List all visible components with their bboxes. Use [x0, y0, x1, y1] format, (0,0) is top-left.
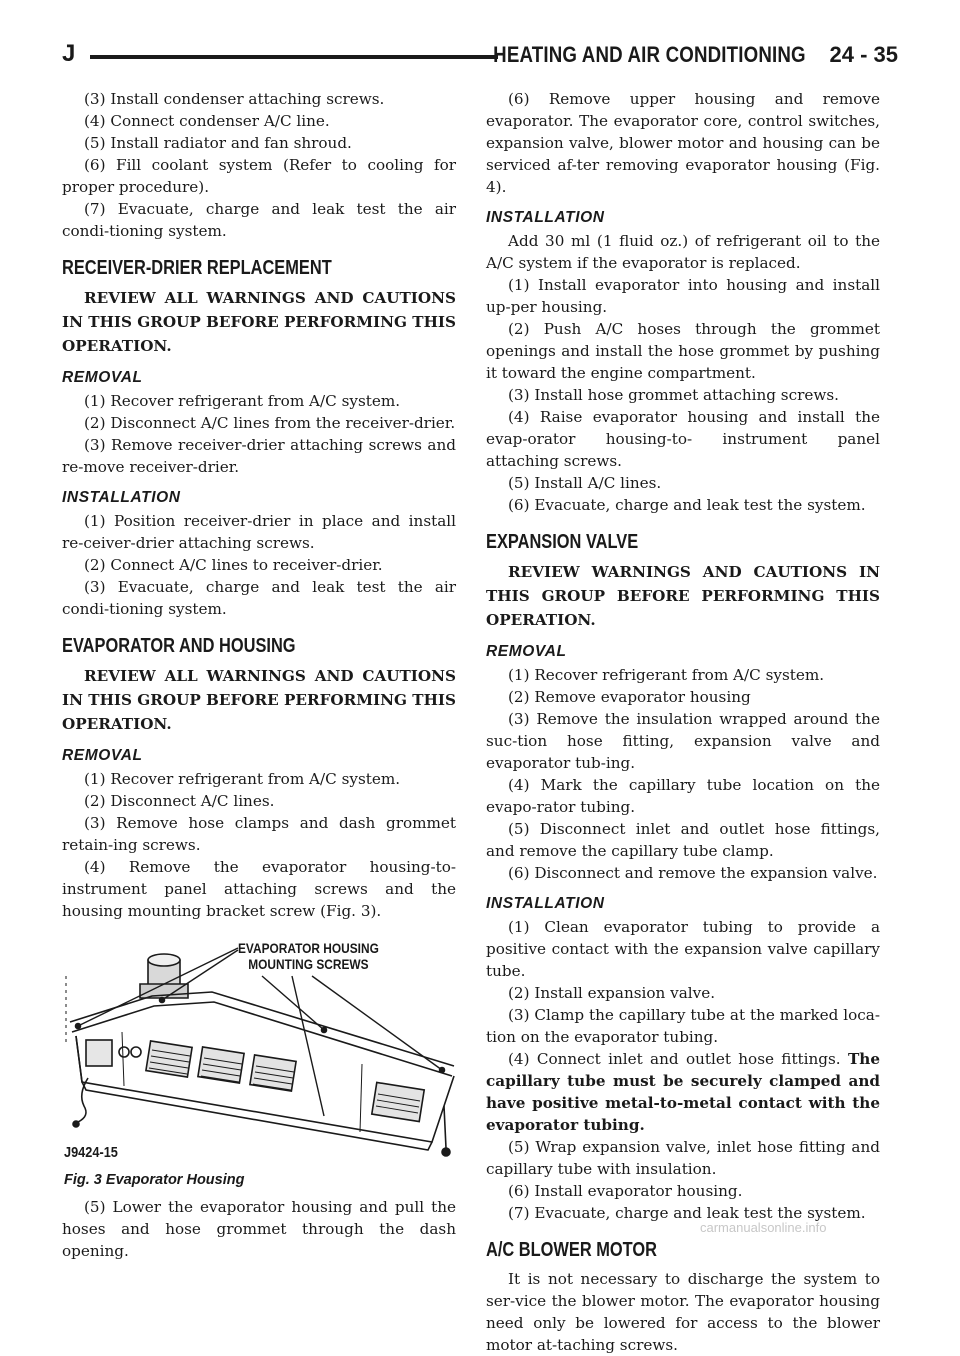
step-text: (3) Clamp the capillary tube at the marked loca-tion on the evaporator tubing. [486, 1006, 880, 1046]
step-text: (7) Evacuate, charge and leak test the air condi-tioning system. [62, 200, 456, 240]
step-text: (6) Install evaporator housing. [508, 1182, 743, 1200]
step-text: (7) Evacuate, charge and leak test the system. [508, 1204, 866, 1222]
step-text: (4) Connect condenser A/C line. [84, 112, 330, 130]
figure-callout [238, 940, 379, 972]
step-text: (2) Remove evaporator housing [508, 688, 751, 706]
step-text: Add 30 ml (1 fluid oz.) of refrigerant oil to the A/C system if the evaporator is replaced. [486, 232, 880, 272]
step-text: (6) Remove upper housing and remove evaporator. The evaporator core, control switches, expansion valve, blower motor and housing can be serviced af-ter removing evaporator housing (Fig. 4). [486, 90, 880, 196]
step-text: (2) Push A/C hoses through the grommet openings and install the hose grommet by pushing it toward the engine compartment. [486, 320, 880, 382]
step-text-with-emphasis [486, 1048, 880, 1136]
step-text: (2) Install expansion valve. [508, 984, 716, 1002]
warning-text: REVIEW WARNINGS AND CAUTIONS IN THIS GROUP BEFORE PERFORMING THIS OPERATION. [486, 563, 880, 629]
step-text: (5) Lower the evaporator housing and pull the hoses and hose grommet through the dash opening. [62, 1198, 456, 1260]
step-text: (1) Install evaporator into housing and install up-per housing. [486, 276, 880, 316]
step-text: (2) Disconnect A/C lines. [84, 792, 275, 810]
step-text: (3) Evacuate, charge and leak test the air condi-tioning system. [62, 578, 456, 618]
subsection-installation: INSTALLATION [486, 895, 605, 912]
header-title: HEATING AND AIR CONDITIONING [493, 42, 806, 67]
step-text: (4) Remove the evaporator housing-to-instrument panel attaching screws and the housing mounting bracket screw (Fig. 3). [62, 858, 456, 920]
step-text: (3) Install condenser attaching screws. [84, 90, 385, 108]
step-text: (1) Position receiver-drier in place and install re-ceiver-drier attaching screws. [62, 512, 456, 552]
left-column [62, 88, 456, 1262]
step-text: (4) Connect inlet and outlet hose fittings. [508, 1050, 848, 1068]
subsection-removal: REMOVAL [62, 369, 143, 386]
subsection-installation: INSTALLATION [62, 489, 181, 506]
warning-text: REVIEW ALL WARNINGS AND CAUTIONS IN THIS GROUP BEFORE PERFORMING THIS OPERATION. [62, 289, 456, 355]
right-column [486, 88, 880, 1356]
step-text: (1) Clean evaporator tubing to provide a positive contact with the expansion valve capillary tube. [486, 918, 880, 980]
step-text: (6) Disconnect and remove the expansion valve. [508, 864, 878, 882]
step-text: (3) Remove hose clamps and dash grommet retain-ing screws. [62, 814, 456, 854]
subsection-removal: REMOVAL [62, 747, 143, 764]
step-text: (4) Mark the capillary tube location on the evapo-rator tubing. [486, 776, 880, 816]
page-header [62, 38, 898, 78]
warning-text: REVIEW ALL WARNINGS AND CAUTIONS IN THIS GROUP BEFORE PERFORMING THIS OPERATION. [62, 667, 456, 733]
figure-caption: Fig. 3 Evaporator Housing [64, 1172, 245, 1188]
watermark: carmanualsonline.info [700, 1220, 827, 1235]
step-text: (3) Remove the insulation wrapped around the suc-tion hose fitting, expansion valve and evaporator tub-ing. [486, 710, 880, 772]
subsection-removal: REMOVAL [486, 643, 567, 660]
callout-line: EVAPORATOR HOUSING [238, 940, 379, 956]
step-text: (5) Install radiator and fan shroud. [84, 134, 352, 152]
header-letter: J [62, 40, 76, 67]
header-rule [90, 55, 498, 59]
emphasis-text: The capillary tube must be securely clamped and have positive metal-to-metal contact with the evaporator tubing. [486, 1050, 880, 1134]
figure-evaporator-housing [62, 936, 456, 1168]
step-text: (5) Disconnect inlet and outlet hose fittings, and remove the capillary tube clamp. [486, 820, 880, 860]
step-text: (1) Recover refrigerant from A/C system. [84, 770, 401, 788]
section-title-expansion-valve: EXPANSION VALVE [486, 531, 639, 553]
step-text: (1) Recover refrigerant from A/C system. [508, 666, 825, 684]
section-title-evaporator: EVAPORATOR AND HOUSING [62, 635, 296, 657]
subsection-installation: INSTALLATION [486, 209, 605, 226]
figure-id: J9424-15 [64, 1144, 118, 1161]
step-text: (4) Raise evaporator housing and install the evap-orator housing-to- instrument panel attaching screws. [486, 408, 880, 470]
step-text: (3) Remove receiver-drier attaching screws and re-move receiver-drier. [62, 436, 456, 476]
body-text: It is not necessary to discharge the system to ser-vice the blower motor. The evaporator housing need only be lowered for access to the blower motor at-taching screws. [486, 1270, 880, 1354]
step-text: (1) Recover refrigerant from A/C system. [84, 392, 401, 410]
section-title-blower-motor: A/C BLOWER MOTOR [486, 1239, 657, 1261]
step-text: (2) Connect A/C lines to receiver-drier. [84, 556, 383, 574]
step-text: (5) Wrap expansion valve, inlet hose fitting and capillary tube with insulation. [486, 1138, 880, 1178]
section-title-receiver-drier: RECEIVER-DRIER REPLACEMENT [62, 257, 332, 279]
page-number: 24 - 35 [829, 42, 898, 67]
callout-line: MOUNTING SCREWS [248, 956, 369, 972]
step-text: (6) Evacuate, charge and leak test the system. [508, 496, 866, 514]
step-text: (5) Install A/C lines. [508, 474, 662, 492]
step-text: (3) Install hose grommet attaching screws. [508, 386, 839, 404]
step-text: (6) Fill coolant system (Refer to cooling for proper procedure). [62, 156, 456, 196]
step-text: (2) Disconnect A/C lines from the receiver-drier. [84, 414, 456, 432]
